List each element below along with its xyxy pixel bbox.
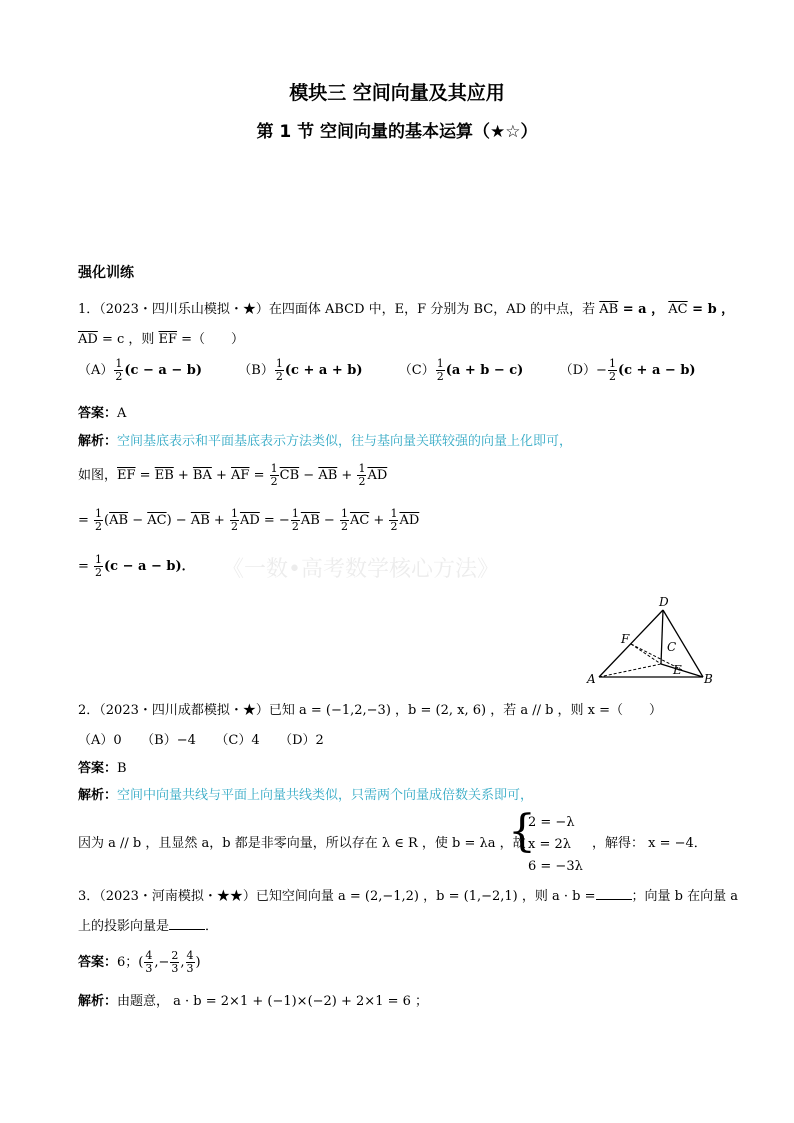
q1-hint: 空间基底表示和平面基底表示方法类似，往与基向量关联较强的向量上化即可， xyxy=(117,434,573,449)
q1-option-c[interactable] xyxy=(398,357,524,383)
q1-derivation-line1: 如图，$\overline{EF} = \overline{EB} + \overline{BA} + \overline{AF}$ = $\frac{1}{2}$ $\overline{CB} - \overline{AB}$ + $\frac{1}{2}$ $\overline{AD}$ xyxy=(78,462,388,488)
q3-stem-line1 xyxy=(78,885,738,904)
q1-option-d[interactable] xyxy=(559,357,696,383)
equation-3: 6 = −3λ xyxy=(528,859,583,874)
equation-2: x = 2λ xyxy=(528,837,571,852)
q3-stem-c: 上的投影向量是 xyxy=(78,919,170,934)
section-heading: 强化训练 xyxy=(78,265,134,281)
system-brace: { xyxy=(508,806,536,857)
q1-answer xyxy=(78,402,126,421)
q3-analysis xyxy=(78,990,428,1009)
q1-line3-expr: (c − a − b)． xyxy=(104,559,195,574)
q1-stem-line1 xyxy=(78,298,734,317)
q1-stem-text: 1．（2023・四川乐山模拟・★）在四面体 ABCD 中，E，F 分别为 BC，AD 的中点，若 xyxy=(78,302,596,317)
answer-label: 答案： xyxy=(78,955,118,970)
q1-vec-ac: $\overline{AC}$ xyxy=(668,302,688,317)
analysis-label: 解析： xyxy=(78,434,118,449)
q1-option-b-label: （B） xyxy=(238,363,274,378)
q1-option-d-label: （D）− xyxy=(559,363,607,378)
q2-answer xyxy=(78,757,127,776)
q1-option-a-label: （A） xyxy=(78,363,114,378)
watermark: 《一数•高考数学核心方法》 xyxy=(222,557,499,582)
analysis-label: 解析： xyxy=(78,788,118,803)
q3-stem-a: 3．（2023・河南模拟・★★）已知空间向量 a = (2,−1,2) ，b = (1,−2,1) ，则 a · b = xyxy=(78,889,596,904)
q1-eq-a: = a ， xyxy=(618,302,665,317)
q1-vec-ef: $\overline{EF}$ xyxy=(158,332,178,347)
q1-option-a-expr: (c − a − b) xyxy=(124,363,203,378)
q3-answer: 答案：6；( $\frac{4}{3}$ ,− $\frac{2}{3}$ , $\frac{4}{3}$ ) xyxy=(78,949,201,975)
q1-option-b[interactable] xyxy=(238,357,363,383)
q3-analysis-text: 由题意， a · b = 2×1 + (−1)×(−2) + 2×1 = 6 ； xyxy=(117,994,429,1009)
edge-ac xyxy=(599,664,661,677)
q2-solve: ，解得： x = −4． xyxy=(592,836,707,851)
q1-answer-value: A xyxy=(117,406,127,421)
label-c: C xyxy=(667,640,677,654)
answer-label: 答案： xyxy=(78,761,118,776)
q3-blank-2 xyxy=(169,917,205,930)
label-a: A xyxy=(587,672,596,686)
q1-vec-ab: $\overline{AB}$ xyxy=(599,302,619,317)
fraction: $\frac{1}{2}$ xyxy=(436,357,444,383)
q3-stem-line2 xyxy=(78,915,218,934)
q2-options[interactable]: （A）0 （B）−4 （C）4 （D）2 xyxy=(78,733,324,748)
q2-hint: 空间中向量共线与平面上向量共线类似，只需两个向量成倍数关系即可， xyxy=(117,788,534,803)
q1-stem-line2 xyxy=(78,328,244,347)
label-e: E xyxy=(673,663,682,677)
label-d: D xyxy=(659,595,669,609)
page-title: 模块三 空间向量及其应用 xyxy=(289,82,505,104)
equation-1: 2 = −λ xyxy=(528,815,575,830)
q1-derivation-line3: = $\frac{1}{2}$ (c − a − b)． xyxy=(78,553,195,579)
q3-answer-pre: 6；( xyxy=(117,955,144,970)
q2-answer-value: B xyxy=(117,761,127,776)
edge-dc xyxy=(661,610,663,664)
q1-analysis xyxy=(78,430,572,449)
q2-analysis xyxy=(78,784,533,803)
q1-option-c-label: （C） xyxy=(398,363,435,378)
q1-option-d-expr: (c + a − b) xyxy=(617,363,696,378)
fraction: $\frac{1}{2}$ xyxy=(275,357,283,383)
tetrahedron-diagram xyxy=(585,592,715,688)
q1-option-a[interactable] xyxy=(78,357,203,383)
label-b: B xyxy=(704,672,713,686)
q3-stem-end: ． xyxy=(205,919,219,934)
q3-stem-b: ；向量 b 在向量 a xyxy=(631,889,738,904)
analysis-label: 解析： xyxy=(78,994,118,1009)
edge-ad xyxy=(599,610,663,677)
q1-paren: =（ ） xyxy=(177,332,245,347)
segment-fc xyxy=(631,644,661,664)
q2-reason: 因为 a // b ，且显然 a，b 都是非零向量，所以存在 λ ∈ R ，使 b = λa ，故 xyxy=(78,836,526,851)
q1-eq-b: = b ， xyxy=(687,302,735,317)
q1-options xyxy=(78,358,696,383)
q1-line1-pre: 如图， xyxy=(78,468,118,483)
q2-stem: 2．（2023・四川成都模拟・★）已知 a = (−1,2,−3) ，b = (2, x, 6) ，若 a // b ，则 x =（ ） xyxy=(78,703,663,718)
q1-vec-ad: $\overline{AD}$ xyxy=(78,332,98,347)
q1-option-c-expr: (a + b − c) xyxy=(445,363,524,378)
q1-derivation-line2: = $\frac{1}{2}$ $(\overline{AB} - \overline{AC}) - \overline{AB}$ + $\frac{1}{2}$ $\overline{AD}$ = − $\frac{1}{2}$ $\overline{AB}$ − $\frac{1}{2}$ $\overline{AC}$ + $\frac{1}{2}$ $\overline{AD}$ xyxy=(78,507,420,533)
fraction: $\frac{4}{3}$ xyxy=(186,949,194,975)
q1-eq-c: = c ，则 xyxy=(97,332,159,347)
answer-label: 答案： xyxy=(78,406,118,421)
page-subtitle: 第 1 节 空间向量的基本运算（★☆） xyxy=(256,122,538,142)
fraction: $\frac{1}{2}$ xyxy=(608,357,616,383)
q3-blank-1 xyxy=(596,887,632,900)
q1-option-b-expr: (c + a + b) xyxy=(284,363,363,378)
fraction: $\frac{4}{3}$ xyxy=(145,949,153,975)
fraction: $\frac{1}{2}$ xyxy=(115,357,123,383)
fraction: $\frac{2}{3}$ xyxy=(171,949,179,975)
label-f: F xyxy=(621,632,630,646)
q2-equation-system xyxy=(528,812,583,878)
